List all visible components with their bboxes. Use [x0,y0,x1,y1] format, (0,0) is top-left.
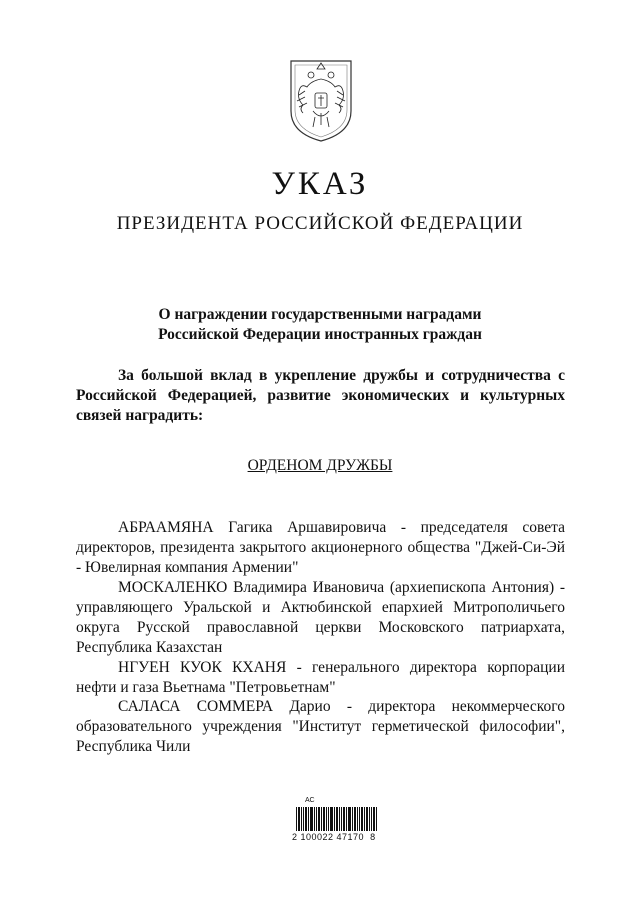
barcode-top-mark: АС [305,797,315,804]
coat-of-arms-emblem-icon [283,51,359,143]
lead-paragraph: За большой вклад в укрепление дружбы и сотрудничества с Российской Федерацией, развитие экономических и культурных связей наградить: [76,367,565,424]
barcode-number: 2 100022 47170 8 [292,832,376,842]
awardee-item: НГУЕН КУОК КХАНЯ - генерального директора корпорации нефти и газа Вьетнама "Петровьетнам" [76,659,565,696]
subject-line-2: Российской Федерации иностранных граждан [158,326,482,343]
awardee-item: АБРААМЯНА Гагика Аршавировича - председателя совета директоров, президента закрытого акционерного общества "Джей-Си-Эй - Ювелирная компания Армении" [76,519,565,576]
document-subject [0,305,640,345]
awardee-item: САЛАСА СОММЕРА Дарио - директора некоммерческого образовательного учреждения "Институт герметической философии", Республика Чили [76,698,565,755]
awardee-item: МОСКАЛЕНКО Владимира Ивановича (архиепископа Антония) - управляющего Уральской и Актюбинской епархией Митрополичьего округа Русской православной церкви Московского патриархата, Республика Казахстан [76,579,565,656]
document-barcode [292,797,382,857]
subject-line-1: О награждении государственными наградами [158,306,482,323]
document-subtitle: ПРЕЗИДЕНТА РОССИЙСКОЙ ФЕДЕРАЦИИ [116,213,524,234]
document-title: УКАЗ [271,166,369,202]
award-order-title: ОРДЕНОМ ДРУЖБЫ [247,457,393,474]
